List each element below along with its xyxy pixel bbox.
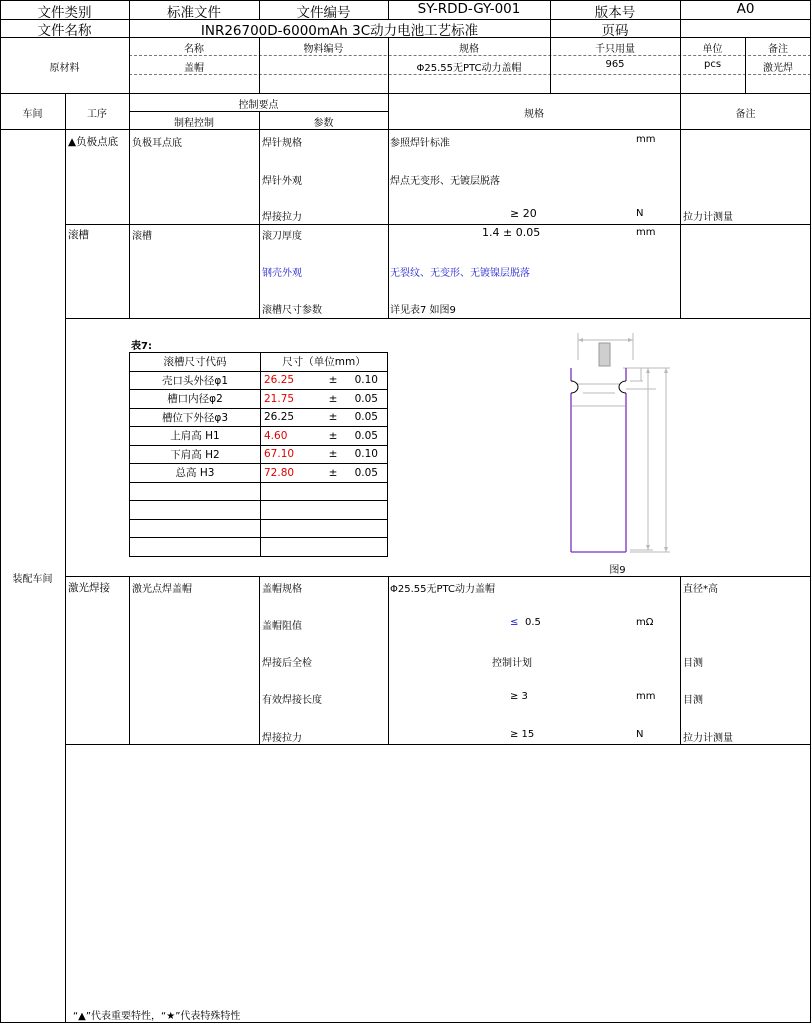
figure9-diagram — [555, 328, 685, 568]
table7-title: 表7: — [131, 341, 152, 352]
table7-empty-cell — [261, 538, 388, 557]
param-shell-look: 钢壳外观 — [262, 268, 302, 279]
table7-value: 26.25 — [264, 411, 295, 424]
doc-name-value: INR26700D-6000mAh 3C动力电池工艺标准 — [200, 23, 479, 39]
material-col-remark: 备注 — [768, 44, 788, 55]
process-laser: 激光焊接 — [68, 582, 110, 594]
table7-row — [130, 445, 388, 464]
table7-code: 总高 H3 — [130, 464, 261, 483]
spec-weld-pin-look: 焊点无变形、无镀层脱落 — [390, 176, 500, 187]
workshop-name: 装配车间 — [12, 574, 53, 585]
table7 — [129, 352, 388, 557]
param-weld-length: 有效焊接长度 — [262, 695, 322, 706]
material-col-usage: 千只用量 — [595, 44, 635, 55]
col-workshop: 车间 — [22, 109, 43, 120]
table7-code: 槽位下外径φ3 — [130, 408, 261, 427]
param-cap-resistance: 盖帽阻值 — [262, 621, 302, 632]
material-label: 原材料 — [49, 63, 80, 74]
col-spec: 规格 — [524, 109, 544, 120]
spec-roller-thickness: 1.4 ± 0.05 — [482, 226, 541, 239]
table7-col-code: 滚槽尺寸代码 — [130, 353, 261, 372]
param-weld-pin-spec: 焊针规格 — [262, 138, 302, 149]
table7-tolerance: 0.05 — [354, 392, 378, 405]
table7-header-row — [130, 353, 388, 372]
table7-size — [261, 427, 388, 446]
unit-weld-length: mm — [636, 691, 656, 702]
spec-shell-look: 无裂纹、无变形、无镀镍层脱落 — [390, 268, 530, 279]
spec-groove-size: 详见表7 如图9 — [390, 305, 456, 316]
remark-weld-tension: 拉力计测量 — [683, 212, 733, 223]
table7-tolerance: 0.05 — [354, 429, 378, 442]
table7-row — [130, 427, 388, 446]
table7-row — [130, 464, 388, 483]
page-label: 页码 — [601, 23, 629, 39]
doc-no-value: SY-RDD-GY-001 — [417, 1, 521, 17]
unit-laser-tension: N — [636, 729, 644, 740]
table7-empty-cell — [130, 519, 261, 538]
table7-empty-row — [130, 538, 388, 557]
control-neg-weld: 负极耳点底 — [132, 138, 182, 149]
table7-empty-row — [130, 482, 388, 501]
control-grooving: 滚槽 — [132, 231, 152, 242]
table7-value: 21.75 — [264, 392, 295, 405]
param-groove-size: 滚槽尺寸参数 — [262, 305, 322, 316]
table7-plus-minus: ± — [328, 448, 338, 461]
table7-size — [261, 408, 388, 427]
table7-value: 67.10 — [264, 448, 295, 461]
process-neg-weld: ▲负极点底 — [68, 136, 119, 148]
material-spec: Φ25.55无PTC动力盖帽 — [416, 63, 522, 74]
table7-row — [130, 390, 388, 409]
col-control-points: 控制要点 — [238, 100, 279, 111]
table7-empty-cell — [130, 538, 261, 557]
param-cap-spec: 盖帽规格 — [262, 584, 302, 595]
doc-no-label: 文件编号 — [296, 5, 351, 21]
table7-value: 4.60 — [264, 429, 288, 442]
table7-size — [261, 464, 388, 483]
material-usage: 965 — [605, 59, 625, 70]
material-col-spec: 规格 — [459, 44, 479, 55]
table7-plus-minus: ± — [328, 374, 338, 387]
doc-name-label: 文件名称 — [37, 23, 92, 39]
material-col-name: 名称 — [184, 44, 204, 55]
table7-row — [130, 408, 388, 427]
figure9-caption: 图9 — [609, 565, 626, 576]
param-post-weld-check: 焊接后全检 — [262, 658, 312, 669]
col-process: 工序 — [87, 109, 107, 120]
table7-plus-minus: ± — [328, 429, 338, 442]
table7-tolerance: 0.10 — [354, 448, 378, 461]
control-laser: 激光点焊盖帽 — [132, 584, 192, 595]
spec-cap-resistance: 0.5 — [525, 617, 541, 628]
version-label: 版本号 — [594, 5, 636, 21]
param-weld-pin-look: 焊针外观 — [262, 176, 302, 187]
table7-tolerance: 0.05 — [354, 466, 378, 479]
param-laser-tension: 焊接拉力 — [262, 733, 302, 744]
unit-weld-pin-spec: mm — [636, 134, 656, 145]
process-grooving: 滚槽 — [68, 229, 89, 241]
col-parameter: 参数 — [313, 118, 334, 129]
table7-code: 壳口头外径φ1 — [130, 371, 261, 390]
table7-size — [261, 371, 388, 390]
param-weld-tension: 焊接拉力 — [262, 212, 302, 223]
table7-empty-row — [130, 519, 388, 538]
table7-col-size: 尺寸（单位mm） — [261, 353, 388, 372]
unit-cap-resistance: mΩ — [636, 617, 654, 628]
spec-post-weld-check: 控制计划 — [492, 658, 532, 669]
col-process-control: 制程控制 — [174, 118, 214, 129]
spec-laser-tension: ≥ 15 — [510, 729, 535, 740]
col-remark: 备注 — [735, 109, 756, 120]
table7-code: 下肩高 H2 — [130, 445, 261, 464]
remark-post-weld-check: 目测 — [683, 658, 703, 669]
table7-row — [130, 371, 388, 390]
table7-code: 槽口内径φ2 — [130, 390, 261, 409]
material-remark: 激光焊 — [763, 63, 793, 74]
material-col-part-no: 物料编号 — [303, 44, 344, 55]
material-col-unit: 单位 — [702, 44, 723, 55]
table7-empty-cell — [261, 482, 388, 501]
table7-plus-minus: ± — [328, 466, 338, 479]
table7-size — [261, 445, 388, 464]
material-unit: pcs — [703, 59, 722, 70]
table7-size — [261, 390, 388, 409]
doc-type-label: 文件类别 — [37, 5, 92, 21]
table7-empty-row — [130, 501, 388, 520]
table7-tolerance: 0.10 — [354, 374, 378, 387]
param-roller-thickness: 滚刀厚度 — [262, 231, 302, 242]
remark-laser-tension: 拉力计测量 — [683, 733, 733, 744]
remark-weld-length: 目测 — [683, 695, 703, 706]
spec-weld-tension: ≥ 20 — [510, 207, 537, 220]
table7-empty-cell — [261, 519, 388, 538]
spec-cap-spec: Φ25.55无PTC动力盖帽 — [390, 584, 496, 595]
doc-type-value: 标准文件 — [167, 5, 221, 21]
table7-value: 72.80 — [264, 466, 295, 479]
table7-plus-minus: ± — [328, 392, 338, 405]
table7-value: 26.25 — [264, 374, 295, 387]
spec-cap-resistance-symbol: ≤ — [510, 617, 519, 628]
table7-empty-cell — [261, 501, 388, 520]
footnote: “▲”代表重要特性，“★”代表特殊特性 — [73, 1011, 241, 1022]
unit-roller-thickness: mm — [636, 227, 656, 238]
table7-plus-minus: ± — [328, 411, 338, 424]
version-value: A0 — [736, 1, 755, 17]
spec-weld-pin-spec: 参照焊针标准 — [390, 138, 450, 149]
spec-weld-length: ≥ 3 — [510, 691, 528, 702]
unit-weld-tension: N — [636, 208, 644, 219]
material-name: 盖帽 — [184, 63, 204, 74]
table7-empty-cell — [130, 501, 261, 520]
table7-tolerance: 0.05 — [354, 411, 378, 424]
table7-empty-cell — [130, 482, 261, 501]
table7-code: 上肩高 H1 — [130, 427, 261, 446]
remark-cap-spec: 直径*高 — [683, 584, 718, 595]
